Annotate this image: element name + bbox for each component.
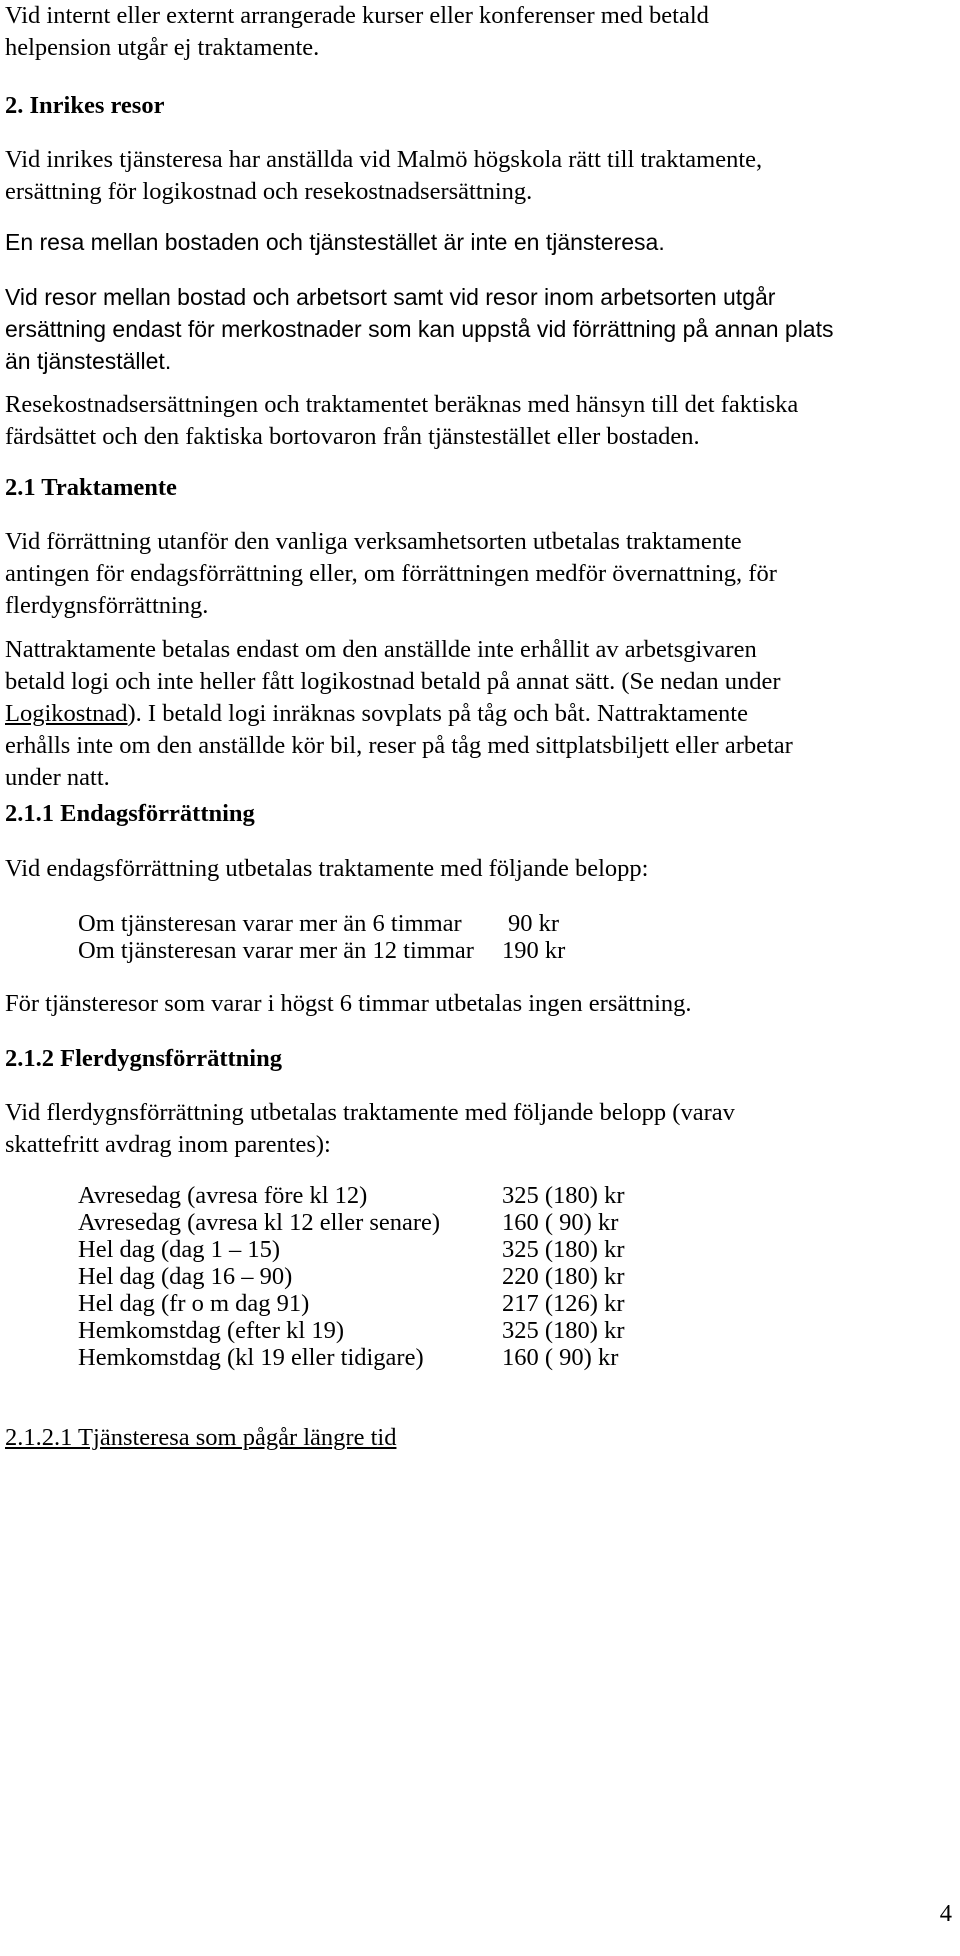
paragraph-inrikes-tjansteresa <box>5 144 955 208</box>
text-fragment: ). I betald logi inräknas sovplats på tåg och båt. Nattraktamente <box>127 700 748 727</box>
row-label: Hemkomstdag (kl 19 eller tidigare) <box>78 1344 424 1371</box>
text-line: Vid inrikes tjänsteresa har anställda vid Malmö högskola rätt till traktamente, <box>5 146 763 173</box>
row-label: Hel dag (fr o m dag 91) <box>78 1290 310 1317</box>
text-line: ersättning endast för merkostnader som kan uppstå vid förrättning på annan plats <box>5 316 834 342</box>
paragraph-resa-bostad: En resa mellan bostaden och tjänstestället är inte en tjänsteresa. <box>5 229 665 255</box>
logikostnad-link[interactable]: Logikostnad <box>5 700 128 727</box>
text-line: färdsättet och den faktiska bortovaron från tjänstestället eller bostaden. <box>5 423 700 450</box>
row-amount: 190 kr <box>502 937 566 964</box>
text-line: flerdygnsförrättning. <box>5 592 209 619</box>
paragraph-nattraktamente <box>5 634 955 794</box>
row-amount: 220 (180) kr <box>502 1263 625 1290</box>
text-line <box>5 698 955 730</box>
text-line: ersättning för logikostnad och resekostnadsersättning. <box>5 178 533 205</box>
heading-inrikes-resor: 2. Inrikes resor <box>5 92 165 119</box>
text-line: Vid flerdygnsförrättning utbetalas traktamente med följande belopp (varav <box>5 1099 735 1126</box>
text-line: betald logi och inte heller fått logikostnad betald på annat sätt. (Se nedan under <box>5 668 781 695</box>
paragraph-resekostnad <box>5 389 955 453</box>
row-amount: 325 (180) kr <box>502 1236 625 1263</box>
row-amount: 217 (126) kr <box>502 1290 625 1317</box>
row-label: Hemkomstdag (efter kl 19) <box>78 1317 345 1344</box>
row-amount: 90 kr <box>508 910 560 937</box>
paragraph-flerdygn-intro <box>5 1097 955 1161</box>
text-line: Nattraktamente betalas endast om den anställde inte erhållit av arbetsgivaren <box>5 636 757 663</box>
row-label: Avresedag (avresa kl 12 eller senare) <box>78 1209 441 1236</box>
paragraph-kurser <box>5 0 955 64</box>
row-label: Om tjänsteresan varar mer än 12 timmar <box>78 937 474 964</box>
table-row <box>0 935 960 967</box>
heading-langre-tid: 2.1.2.1 Tjänsteresa som pågår längre tid <box>5 1424 397 1451</box>
heading-flerdygnsforrattning: 2.1.2 Flerdygnsförrättning <box>5 1045 282 1072</box>
text-line: under natt. <box>5 764 110 791</box>
row-amount: 325 (180) kr <box>502 1182 625 1209</box>
row-amount: 160 ( 90) kr <box>502 1209 619 1236</box>
text-line: Vid resor mellan bostad och arbetsort samt vid resor inom arbetsorten utgår <box>5 284 776 310</box>
page-number: 4 <box>939 1900 952 1927</box>
row-label: Avresedag (avresa före kl 12) <box>78 1182 368 1209</box>
text-line: än tjänstestället. <box>5 348 172 374</box>
table-row <box>0 1342 960 1374</box>
text-line: Resekostnadsersättningen och traktamentet beräknas med hänsyn till det faktiska <box>5 391 799 418</box>
row-label: Hel dag (dag 1 – 15) <box>78 1236 281 1263</box>
text-line: helpension utgår ej traktamente. <box>5 34 320 61</box>
text-line: Vid förrättning utanför den vanliga verksamhetsorten utbetalas traktamente <box>5 528 742 555</box>
row-amount: 160 ( 90) kr <box>502 1344 619 1371</box>
text-line: antingen för endagsförrättning eller, om förrättningen medför övernattning, för <box>5 560 777 587</box>
paragraph-forrattning <box>5 526 955 622</box>
text-line: Vid internt eller externt arrangerade kurser eller konferenser med betald <box>5 2 709 29</box>
row-label: Om tjänsteresan varar mer än 6 timmar <box>78 910 462 937</box>
text-line: skattefritt avdrag inom parentes): <box>5 1131 331 1158</box>
text-line: erhålls inte om den anställde kör bil, reser på tåg med sittplatsbiljett eller arbetar <box>5 732 793 759</box>
paragraph-resor-arbetsort <box>5 281 955 377</box>
row-label: Hel dag (dag 16 – 90) <box>78 1263 293 1290</box>
row-amount: 325 (180) kr <box>502 1317 625 1344</box>
heading-endagsforrattning: 2.1.1 Endagsförrättning <box>5 800 255 827</box>
heading-traktamente: 2.1 Traktamente <box>5 474 177 501</box>
paragraph-endag-intro: Vid endagsförrättning utbetalas traktamente med följande belopp: <box>5 855 649 882</box>
paragraph-hogst-6-timmar: För tjänsteresor som varar i högst 6 timmar utbetalas ingen ersättning. <box>5 990 692 1017</box>
